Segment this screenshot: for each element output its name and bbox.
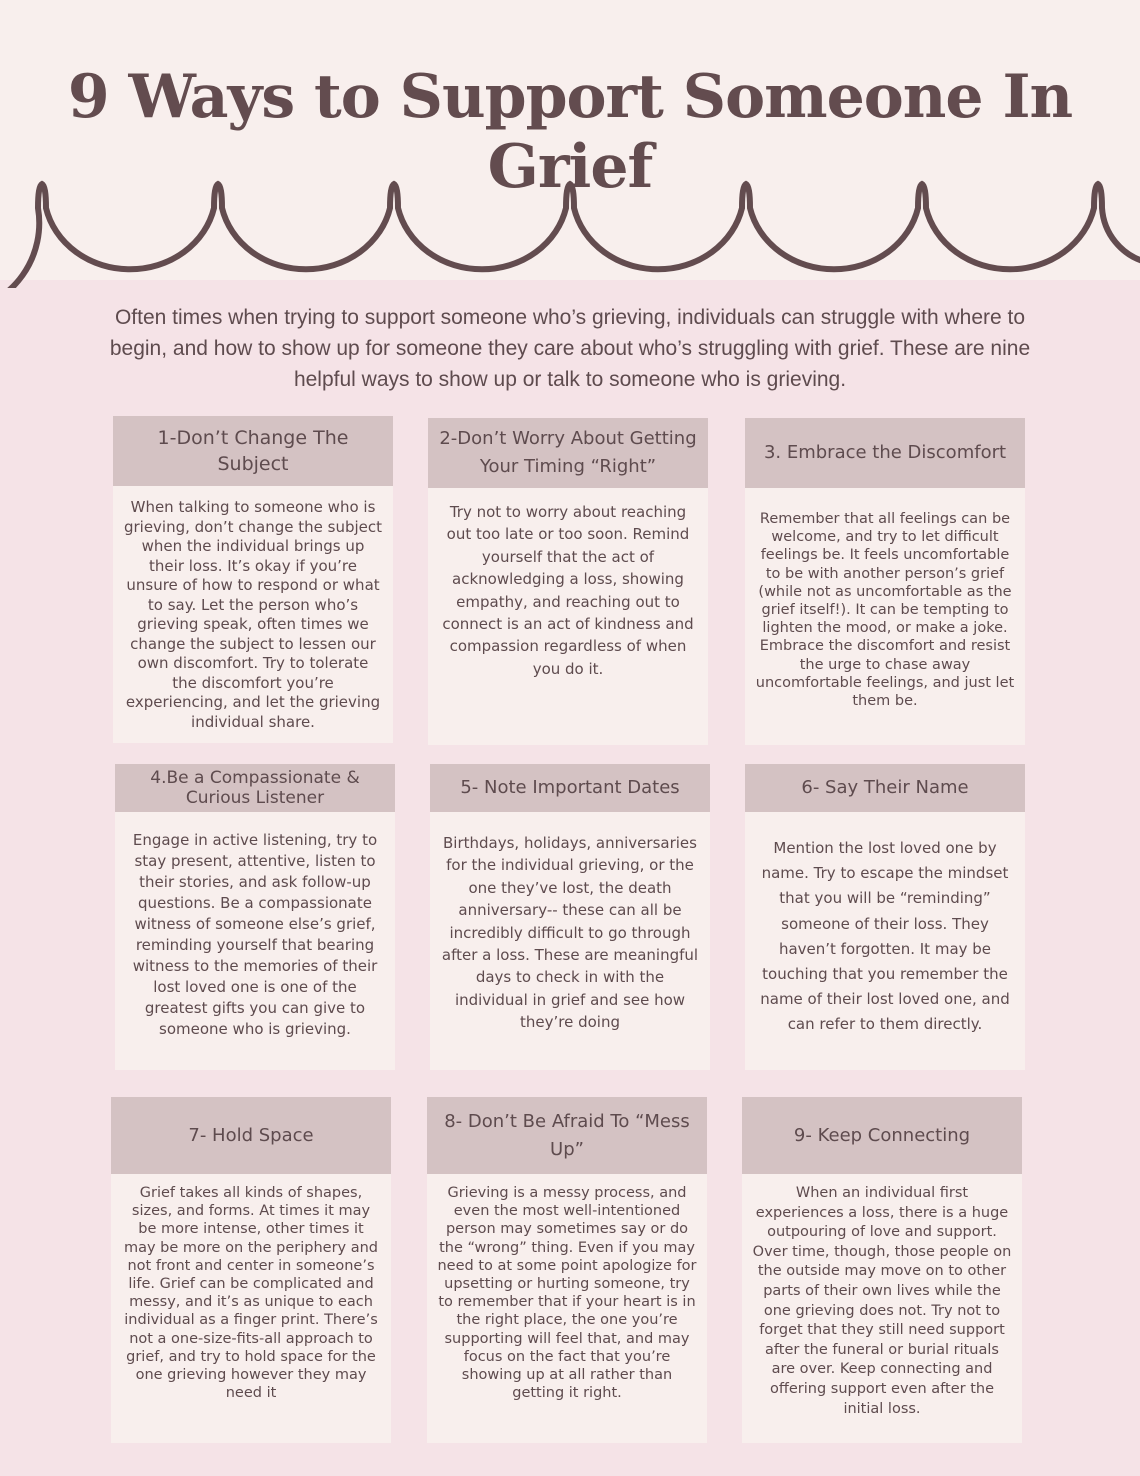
card-4-heading: 4.Be a Compassionate & Curious Listener (115, 764, 395, 812)
card-4-body (115, 812, 395, 1070)
card-5-text: Birthdays, holidays, anniversaries for the individual grieving, or the one they’ve lost, the death anniversary-- these can all be incredibly difficult to go through after a loss. These are meaningful days to check in with the individual in grief and see how they’re doing (441, 834, 699, 1032)
card-5 (430, 764, 710, 1070)
card-8 (427, 1097, 707, 1443)
card-7-body (111, 1174, 391, 1443)
card-6-heading: 6- Say Their Name (745, 764, 1025, 812)
card-9-text: When an individual first experiences a loss, there is a huge outpouring of love and support. Over time, though, those people on the outside may move on to other parts of their own lives while the one grieving does not. Try not to forget that they still need support after the funeral or burial rituals are over. Keep connecting and offering support even after the initial loss. (752, 1185, 1012, 1417)
card-2-text: Try not to worry about reaching out too late or too soon. Remind yourself that the act of acknowledging a loss, showing empathy, and reaching out to connect is an act of kindness and compassion regardless of when you do it. (442, 503, 694, 678)
card-6 (745, 764, 1025, 1070)
card-6-text: Mention the lost loved one by name. Try to escape the mindset that you will be “reminding” someone of their loss. They haven’t forgotten. It may be touching that you remember the name of their lost loved one, and can refer to them directly. (760, 839, 1010, 1034)
card-6-body (745, 812, 1025, 1070)
card-1-body (113, 486, 393, 743)
card-2-body (428, 488, 708, 745)
intro-paragraph: Often times when trying to support someone who’s grieving, individuals can struggle with where to begin, and how to show up for someone they care about who’s struggling with grief. These are nine helpful ways to show up or talk to someone who is grieving. (109, 306, 1031, 391)
card-9-heading: 9- Keep Connecting (742, 1097, 1022, 1174)
card-3-body (745, 488, 1025, 745)
card-3 (745, 418, 1025, 745)
card-1 (113, 416, 393, 743)
card-3-heading: 3. Embrace the Discomfort (745, 418, 1025, 488)
card-9-body (742, 1174, 1022, 1443)
card-7 (111, 1097, 391, 1443)
card-5-body (430, 812, 710, 1070)
card-1-text: When talking to someone who is grieving, don’t change the subject when the individual brings up their loss. It’s okay if you’re unsure of how to respond or what to say. Let the person who’s grieving speak, often times we change the subject to lessen our own discomfort. Try to tolerate the discomfort you’re experiencing, and let the grieving individual share. (123, 498, 383, 731)
card-8-text: Grieving is a messy process, and even the most well-intentioned person may sometimes say or do the “wrong” thing. Even if you may need to at some point apologize for upsetting or hurting someone, try to remember that if your heart is in the right place, the one you’re supporting will feel that, and may focus on the fact that you’re showing up at all rather than getting it right. (437, 1185, 697, 1402)
card-5-heading: 5- Note Important Dates (430, 764, 710, 812)
card-1-heading: 1-Don’t Change The Subject (113, 416, 393, 486)
card-7-heading: 7- Hold Space (111, 1097, 391, 1174)
card-4-text: Engage in active listening, try to stay present, attentive, listen to their stories, and ask follow-up questions. Be a compassionate witness of someone else’s grief, reminding yourself that bearing witness to the memories of their lost loved one is one of the greatest gifts you can give to someone who is grieving. (132, 831, 378, 1038)
card-8-heading: 8- Don’t Be Afraid To “Mess Up” (427, 1097, 707, 1174)
card-8-body (427, 1174, 707, 1443)
page-title: 9 Ways to Support Someone In Grief (67, 62, 1073, 202)
card-3-text: Remember that all feelings can be welcome, and try to let difficult feelings be. It feels uncomfortable to be with another person’s grief (while not as uncomfortable as the grief itself!). It can be tempting to lighten the mood, or make a joke. Embrace the discomfort and resist the urge to chase away uncomfortable feelings, and just let them be. (755, 511, 1015, 710)
card-9 (742, 1097, 1022, 1443)
card-7-text: Grief takes all kinds of shapes, sizes, and forms. At times it may be more intense, other times it may be more on the periphery and not front and center in someone’s life. Grief can be complicated and messy, and it’s as unique to each individual as a finger print. There’s not a one-size-fits-all approach to grief, and try to hold space for the one grieving however they may need it (123, 1185, 379, 1402)
card-4 (115, 764, 395, 1070)
card-2-heading: 2-Don’t Worry About Getting Your Timing “Right” (428, 418, 708, 488)
card-2 (428, 418, 708, 745)
